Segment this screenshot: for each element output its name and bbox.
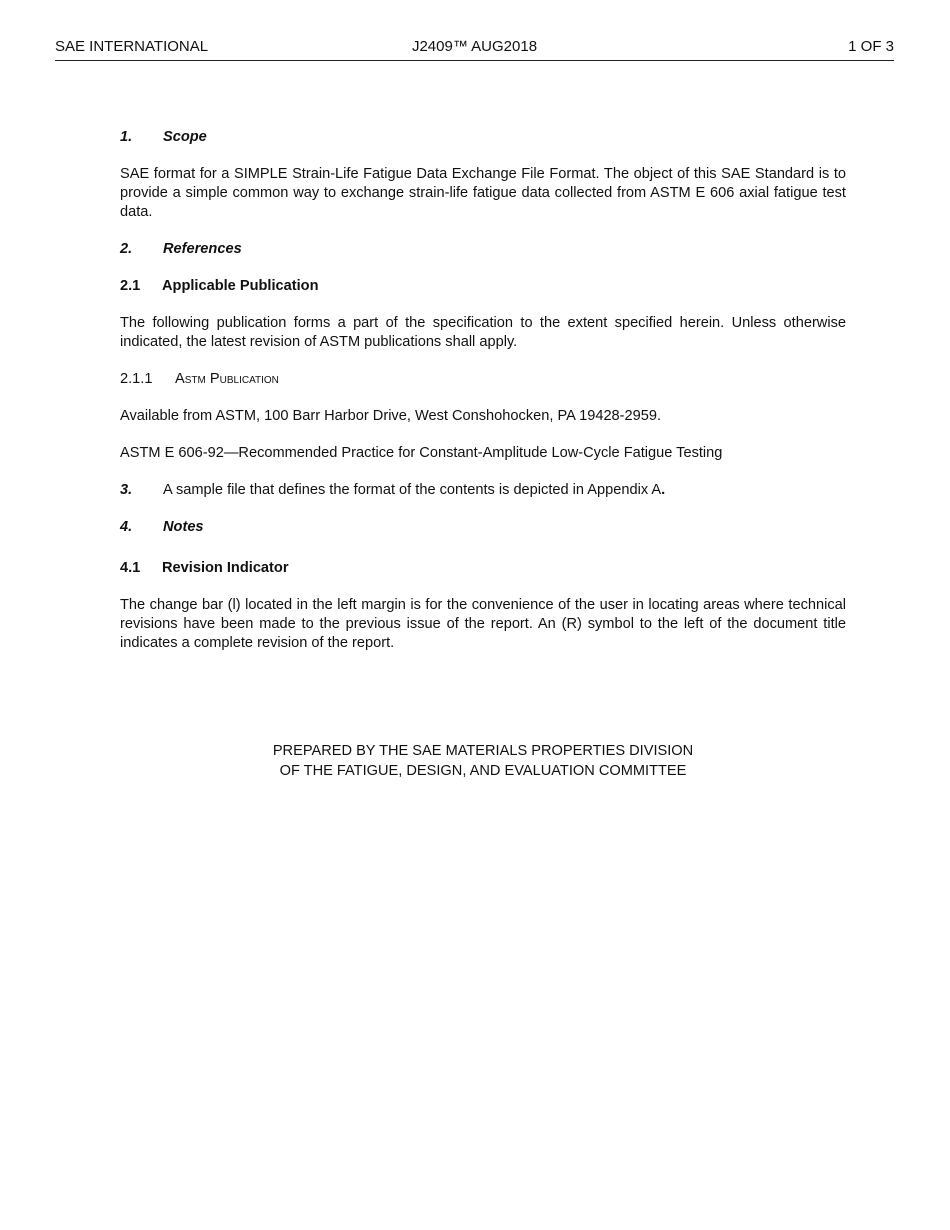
subsubsection-astm-publication-heading xyxy=(120,370,846,389)
header-page-number: 1 OF 3 xyxy=(848,38,894,55)
section-notes-heading xyxy=(120,518,846,537)
prepared-by-line-2: OF THE FATIGUE, DESIGN, AND EVALUATION COMMITTEE xyxy=(279,763,687,779)
subsubsection-number: 2.1.1 xyxy=(120,371,153,387)
applicable-publication-paragraph: The following publication forms a part of the specification to the extent specified herein. Unless otherwise indicated, the latest revision of ASTM publications shall apply. xyxy=(120,315,846,350)
prepared-by-line-1: PREPARED BY THE SAE MATERIALS PROPERTIES DIVISION xyxy=(272,743,694,759)
section-sample-file xyxy=(120,481,846,500)
subsection-number: 2.1 xyxy=(120,278,141,294)
subsection-title: Applicable Publication xyxy=(162,278,319,294)
page-header xyxy=(55,38,894,61)
scope-paragraph: SAE format for a SIMPLE Strain-Life Fatigue Data Exchange File Format. The object of this SAE Standard is to provide a simple common way to exchange strain-life fatigue data collected from ASTM E 606 axial fatigue test data. xyxy=(120,166,846,220)
section-title: Notes xyxy=(163,519,204,535)
header-organization: SAE INTERNATIONAL xyxy=(55,38,209,55)
section-number: 3. xyxy=(120,482,133,498)
subsubsection-title: Astm Publication xyxy=(175,371,279,387)
section-number: 1. xyxy=(120,129,133,145)
astm-reference-paragraph: ASTM E 606-92—Recommended Practice for Constant-Amplitude Low-Cycle Fatigue Testing xyxy=(120,445,723,461)
astm-availability-paragraph: Available from ASTM, 100 Barr Harbor Drive, West Conshohocken, PA 19428-2959. xyxy=(120,408,662,424)
subsection-title: Revision Indicator xyxy=(162,560,289,576)
subsection-revision-indicator-heading xyxy=(120,559,846,578)
document-body xyxy=(120,128,846,671)
section-number: 4. xyxy=(120,519,133,535)
section-references-heading xyxy=(120,240,846,259)
section-scope-heading xyxy=(120,128,846,147)
header-document-id: J2409™ AUG2018 xyxy=(411,38,538,55)
sample-file-text: A sample file that defines the format of the contents is depicted in Appendix A. xyxy=(163,482,666,498)
subsection-applicable-publication-heading xyxy=(120,277,846,296)
section-number: 2. xyxy=(120,241,133,257)
section-title: References xyxy=(163,241,242,257)
revision-indicator-paragraph: The change bar (l) located in the left margin is for the convenience of the user in locating areas where technical revisions have been made to the previous issue of the report. An (R) symbol to the left of the document title indicates a complete revision of the report. xyxy=(120,597,846,651)
subsection-number: 4.1 xyxy=(120,560,141,576)
section-title: Scope xyxy=(163,129,207,145)
prepared-by-block xyxy=(120,741,846,781)
